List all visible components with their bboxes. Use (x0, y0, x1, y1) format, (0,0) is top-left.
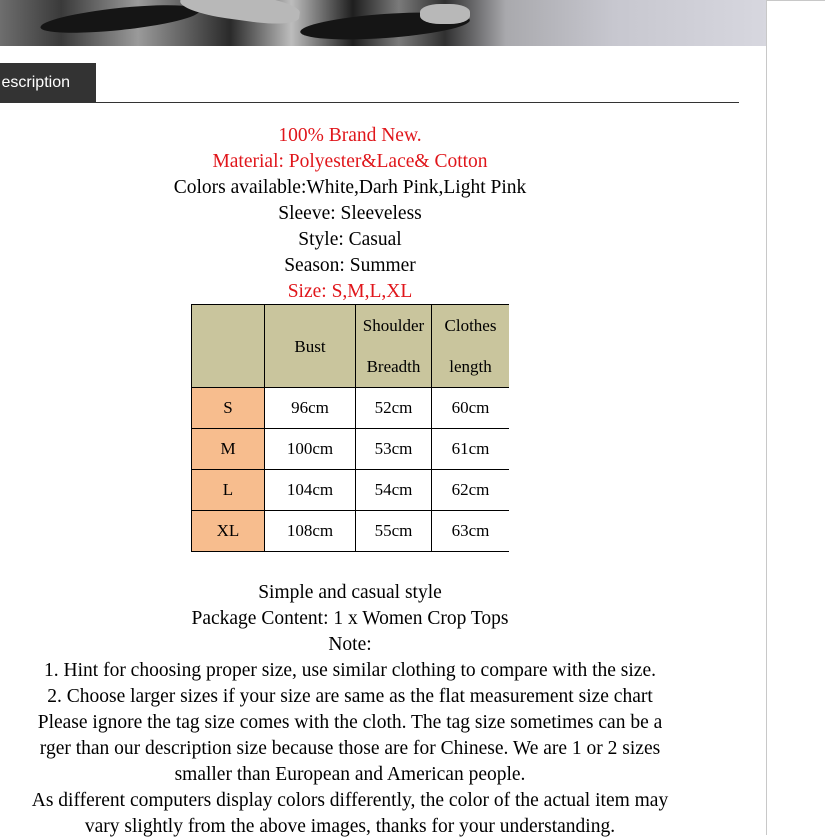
header-clothes-bottom: length (449, 357, 492, 376)
length-cell: 60cm (432, 388, 510, 429)
size-cell: S (192, 388, 265, 429)
length-cell: 63cm (432, 511, 510, 552)
product-banner-image (0, 0, 767, 46)
tab-description[interactable] (0, 63, 96, 102)
material-text: Material: Polyester&Lace& Cotton (212, 151, 488, 172)
size-cell: XL (192, 511, 265, 552)
size-chart-table (191, 304, 509, 552)
header-shoulder-top: Shoulder (362, 316, 425, 335)
size-text: Size: S,M,L,XL (287, 281, 413, 302)
tab-description-label: escription (1, 74, 70, 91)
colors-text: Colors available:White,Darh Pink,Light Pink (173, 177, 527, 198)
header-bust: Bust (265, 305, 356, 388)
bust-cell: 104cm (265, 470, 356, 511)
header-empty-cell (192, 305, 265, 388)
tab-underline (0, 102, 739, 103)
shoulder-cell: 54cm (356, 470, 432, 511)
note-line: vary slightly from the above images, thanks for your understanding. (84, 816, 616, 837)
bust-cell: 96cm (265, 388, 356, 429)
top-border (767, 0, 825, 1)
bust-cell: 108cm (265, 511, 356, 552)
note-line: 2. Choose larger sizes if your size are same as the flat measurement size chart (47, 686, 653, 707)
note-line: As different computers display colors differently, the color of the actual item may (31, 790, 669, 811)
note-line: 1. Hint for choosing proper size, use similar clothing to compare with the size. (44, 660, 656, 681)
table-row (192, 470, 510, 511)
table-row (192, 429, 510, 470)
length-cell: 62cm (432, 470, 510, 511)
season-text: Season: Summer (284, 255, 416, 276)
shoulder-cell: 53cm (356, 429, 432, 470)
header-shoulder-bottom: Breadth (366, 357, 421, 376)
table-row (192, 388, 510, 429)
style-summary-text: Simple and casual style (258, 582, 442, 603)
content-border (766, 0, 767, 835)
bust-cell: 100cm (265, 429, 356, 470)
package-content-text: Package Content: 1 x Women Crop Tops (191, 608, 509, 629)
table-row (192, 511, 510, 552)
size-cell: L (192, 470, 265, 511)
shoulder-cell: 52cm (356, 388, 432, 429)
header-clothes-length (432, 305, 510, 388)
brand-new-text: 100% Brand New. (278, 125, 422, 146)
note-line: rger than our description size because those are for Chinese. We are 1 or 2 sizes (39, 738, 661, 759)
header-clothes-top: Clothes (444, 316, 497, 335)
size-chart-header-row (192, 305, 510, 388)
header-shoulder-breadth (356, 305, 432, 388)
style-text: Style: Casual (298, 229, 402, 250)
note-line: Please ignore the tag size comes with the cloth. The tag size sometimes can be a (37, 712, 663, 733)
length-cell: 61cm (432, 429, 510, 470)
note-label: Note: (328, 634, 372, 655)
note-line: smaller than European and American people. (174, 764, 526, 785)
sleeve-text: Sleeve: Sleeveless (278, 203, 422, 224)
size-cell: M (192, 429, 265, 470)
shoulder-cell: 55cm (356, 511, 432, 552)
